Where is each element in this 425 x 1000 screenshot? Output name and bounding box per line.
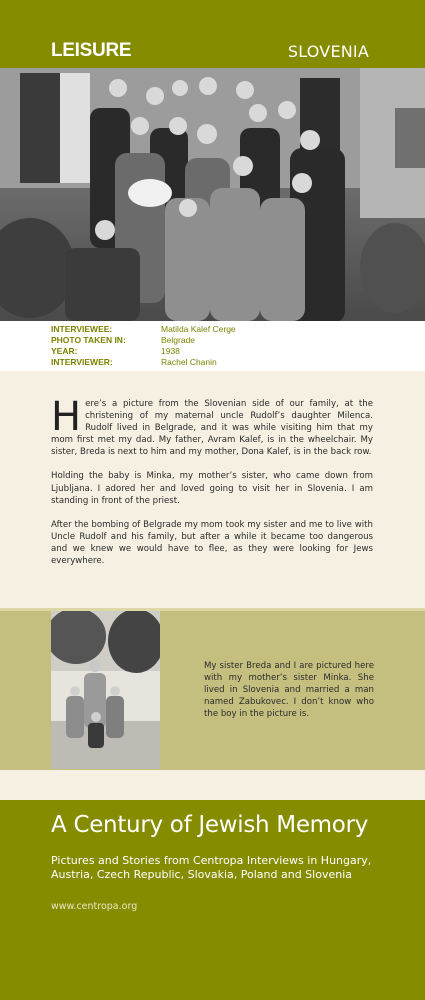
meta-row-interviewer: INTERVIEWER: Rachel Chanin bbox=[51, 357, 217, 367]
story-paragraph-1: Here’s a picture from the Slovenian side of our family, at the christening of my maternal uncle Rudolf’s daughter Milenca. Rudolf lived in Belgrade, and it was while visiting him that my mom first met my dad. My father, Avram Kalef, is in the wheelchair. My sister, Breda is next to him and my mother, Dona Kalef, is in the back row. bbox=[51, 394, 373, 458]
footer-subtitle: Pictures and Stories from Centropa Interviews in Hungary, Austria, Czech Republic, Slovakia, Poland and Slovenia bbox=[51, 854, 372, 881]
country-title: SLOVENIA bbox=[287, 42, 369, 61]
group-photo-image bbox=[0, 68, 425, 321]
second-photo-band bbox=[0, 608, 425, 770]
meta-row-interviewee: INTERVIEWEE: Matilda Kalef Cerge bbox=[51, 324, 236, 334]
meta-row-year: YEAR: 1938 bbox=[51, 346, 180, 356]
spacer bbox=[0, 770, 425, 800]
second-photo bbox=[51, 611, 160, 769]
second-photo-caption: My sister Breda and I are pictured here with my mother’s sister Minka. She lived in Slovenia and married a man named Zabukovec. I don’t know who the boy in the picture is. bbox=[204, 661, 374, 720]
story-paragraph-3: After the bombing of Belgrade my mom took my sister and me to live with Uncle Rudolf and his family, but after a while it became too dangerous and we knew we would have to flee, as they were looking for Jews everywhere. bbox=[51, 519, 373, 567]
story-text bbox=[51, 394, 373, 579]
family-photo-image bbox=[51, 611, 160, 769]
footer bbox=[0, 800, 425, 1000]
main-photo bbox=[0, 68, 425, 321]
footer-url-link[interactable]: www.centropa.org bbox=[51, 901, 138, 912]
meta-row-photo-taken-in: PHOTO TAKEN IN: Belgrade bbox=[51, 335, 196, 345]
photo-metadata bbox=[0, 321, 425, 371]
footer-title: A Century of Jewish Memory bbox=[51, 812, 369, 838]
story-section bbox=[0, 371, 425, 608]
section-title: LEISURE bbox=[51, 40, 132, 61]
story-paragraph-2: Holding the baby is Minka, my mother’s sister, who came down from Ljubljana. I adored her and loved going to visit her in Slovenia. I am standing in front of the priest. bbox=[51, 471, 373, 506]
header-bar bbox=[0, 0, 425, 68]
drop-cap: H bbox=[51, 394, 82, 440]
